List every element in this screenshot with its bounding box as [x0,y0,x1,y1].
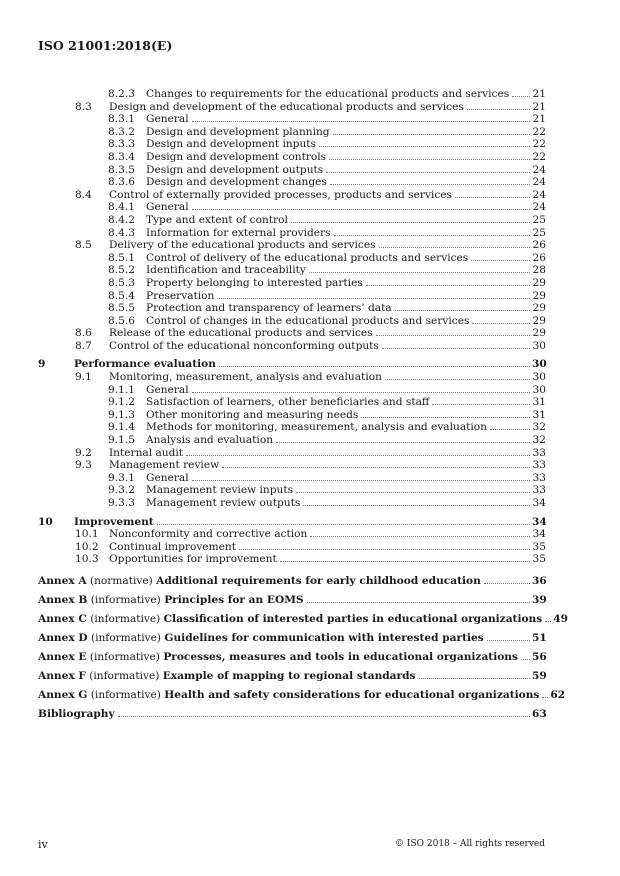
toc-entry-title-line [109,459,546,472]
toc-entry-page: 24 [532,188,546,201]
toc-entry-page: 35 [532,553,546,566]
toc-entry-title: Analysis and evaluation [146,434,274,447]
annex-entry[interactable] [38,610,568,629]
dot-leader [329,159,530,160]
annex-kind: (informative) [90,631,162,644]
annex-title: Example of mapping to regional standards [162,669,416,682]
dot-leader [419,678,531,679]
toc-entry-title: Continual improvement [109,540,236,553]
annex-heading [38,629,485,648]
dot-leader [467,109,530,110]
toc-entry-title-line [109,371,546,384]
dot-leader [385,379,530,380]
annex-heading [38,648,519,667]
toc-entry-page: 26 [532,239,546,252]
toc-entry-title: Design and development of the educational products and services [109,100,464,113]
annex-title: Health and safety considerations for educational organizations [164,688,540,701]
toc-entry-page: 29 [532,314,546,327]
annex-label: Annex G [38,688,88,701]
annex-kind: (informative) [90,612,161,625]
toc-entry-page: 21 [532,113,546,126]
toc-entry[interactable] [38,421,546,434]
dot-leader [455,197,530,198]
toc-entry-page: 25 [532,226,546,239]
annex-title-line [38,667,546,686]
annex-kind: (informative) [89,669,160,682]
toc-entry-number: 8.5.2 [108,264,135,277]
toc-entry-title-line [146,264,546,277]
toc-entry-page: 31 [532,396,546,409]
annex-heading [38,610,543,629]
dot-leader [334,235,530,236]
toc-entry-title: Monitoring, measurement, analysis and evaluation [109,371,382,384]
dot-leader [471,260,530,261]
toc-entry-title-line [146,434,546,447]
toc-entry-title: Management review [109,459,220,472]
toc-entry-title-line [146,497,546,510]
dot-leader [366,285,530,286]
toc-entry[interactable] [38,302,546,315]
toc-entry-title: Changes to requirements for the educational products and services [146,88,510,100]
toc-entry[interactable] [38,151,546,164]
toc-entry-page: 22 [532,125,546,138]
toc-entry-title-line [74,516,546,529]
toc-entry-number: 8.3.2 [108,125,135,138]
annex-title: Additional requirements for early childhood education [156,574,481,587]
toc-entry-title: Design and development inputs [146,138,316,151]
toc-entry[interactable] [38,176,546,189]
toc-entry[interactable] [38,358,546,371]
toc-entry-number: 9.1.2 [108,396,135,409]
toc-entry-title-line [146,409,546,422]
annex-kind: (informative) [89,650,160,663]
bibliography-title-line [38,705,546,724]
annex-label: Annex F [38,669,86,682]
page-number: iv [38,838,48,851]
toc-entry-number: 8.4.1 [108,201,135,214]
toc-entry-number: 9.1.1 [108,383,135,396]
toc-entry-number: 10.1 [75,528,99,541]
toc-entry-page: 21 [532,100,546,113]
toc-entry-title-line [109,447,546,460]
toc-entry-title: Improvement [74,515,154,528]
toc-entry-page: 34 [532,497,546,509]
toc-entry-title: Management review inputs [146,484,294,497]
toc-entry[interactable] [38,340,546,353]
annex-entry[interactable] [38,686,566,705]
toc-entry-title-line [146,164,546,177]
toc-entry-number: 8.6 [75,327,92,340]
toc-entry[interactable] [38,101,546,114]
toc-entry-title: Delivery of the educational products and services [109,239,376,252]
toc-entry-page: 35 [532,540,546,553]
annex-heading [38,591,305,610]
dot-leader [376,335,530,336]
toc-entry-page: 30 [532,383,546,396]
toc-entry-title: Control of externally provided processes, products and services [109,188,452,201]
toc-entry-page: 29 [532,302,546,315]
dot-leader [319,146,530,147]
toc-entry[interactable] [38,459,546,472]
toc-entry[interactable] [38,434,546,447]
toc-entry[interactable] [38,516,546,529]
annex-title: Principles for an EOMS [164,593,304,606]
toc-entry-page: 31 [532,408,546,421]
toc-entry-number: 10.3 [75,553,99,566]
toc-entry-page: 29 [532,327,546,340]
toc-entry-title: Preservation [146,289,215,302]
annex-title-line [38,610,568,629]
toc-entry-title-line [146,88,546,101]
dot-leader [379,247,530,248]
toc-entry[interactable] [38,315,546,328]
annex-label: Annex D [38,631,88,644]
annex-title: Guidelines for communication with interested parties [164,631,484,644]
annex-page: 39 [532,593,547,606]
toc-entry-page: 34 [532,515,547,528]
toc-entry-number: 9.3 [75,459,92,472]
toc-entry-number: 9.1.3 [108,408,135,421]
dot-leader [487,640,530,641]
annex-entry[interactable] [38,648,546,667]
toc-entry-number: 9.1.4 [108,421,135,434]
toc-entry[interactable] [38,327,546,340]
toc-entry-title-line [109,528,546,541]
annex-entry[interactable] [38,572,546,591]
toc-entry-title: Release of the educational products and services [109,327,373,340]
annex-label: Annex A [38,574,87,587]
dot-leader [239,549,530,550]
toc-entry-title: General [146,471,189,484]
annex-page: 56 [532,650,547,663]
toc-entry-number: 9.2 [75,446,92,459]
dot-leader [118,716,530,717]
toc-entry[interactable] [38,409,546,422]
toc-entry[interactable] [38,371,546,384]
toc-entry-number: 8.4.2 [108,213,135,226]
annex-page: 59 [532,669,547,682]
toc-entry-page: 24 [532,163,546,176]
toc-entry[interactable] [38,553,546,566]
dot-leader [545,621,551,622]
toc-entry-number: 8.3.6 [108,176,135,189]
toc-entry-page: 24 [532,201,546,214]
toc-entry-title: Management review outputs [146,497,301,509]
toc-entry[interactable] [38,277,546,290]
bibliography-page: 63 [532,707,547,720]
toc-entry-title: General [146,383,189,396]
toc-entry-number: 9 [38,358,46,371]
toc-entry-title-line [146,384,546,397]
annex-title-line [38,648,546,667]
dot-leader [222,467,530,468]
dot-leader [296,492,530,493]
toc-entry[interactable] [38,201,546,214]
dot-leader [361,417,530,418]
annex-kind: (normative) [89,574,153,587]
toc-entry-number: 9.1.5 [108,434,135,447]
toc-entry-page: 30 [532,358,547,371]
toc-entry-number: 9.1 [75,371,92,384]
toc-entry-title: Type and extent of control [146,213,288,226]
toc-entry-number: 8.5.4 [108,289,135,302]
toc-entry-page: 24 [532,176,546,189]
dot-leader [276,442,530,443]
toc-entry-page: 33 [532,459,546,472]
bibliography-entry[interactable] [38,705,546,724]
toc-entry-title-line [146,214,546,227]
toc-entry[interactable] [38,239,546,252]
toc-entry-title: Design and development controls [146,150,327,163]
dot-leader [472,323,530,324]
toc-entry-title: Control of changes in the educational products and services [146,314,470,327]
toc-entry[interactable] [38,214,546,227]
toc-entry-page: 29 [532,289,546,302]
dot-leader [303,505,530,506]
toc-entry-page: 32 [532,421,546,434]
toc-entry-title-line [109,541,546,554]
dot-leader [192,392,530,393]
toc-entry[interactable] [38,396,546,409]
annex-entry[interactable] [38,591,546,610]
dot-leader [280,561,530,562]
toc-entry[interactable] [38,472,546,485]
toc-entry-title-line [146,484,546,497]
dot-leader [326,172,530,173]
toc-entry-number: 8.3.3 [108,138,135,151]
toc-entry[interactable] [38,164,546,177]
annex-page: 49 [553,612,568,625]
toc-entry-page: 33 [532,471,546,484]
toc-entry-title-line [146,151,546,164]
dot-leader [192,121,530,122]
toc-entry-page: 28 [532,264,546,277]
toc-entry-title: Nonconformity and corrective action [109,528,308,541]
dot-leader [219,366,530,367]
toc-entry-page: 34 [532,528,546,541]
annex-heading [38,667,417,686]
toc-entry-title-line [109,189,546,202]
toc-entry[interactable] [38,290,546,303]
toc-entry-number: 8.3.4 [108,150,135,163]
annex-kind: (informative) [90,593,161,606]
dot-leader [542,697,548,698]
bibliography-title: Bibliography [38,707,115,720]
dot-leader [382,348,530,349]
annex-heading [38,686,540,705]
toc-entry-title-line [146,302,546,315]
annex-label: Annex E [38,650,87,663]
toc-entry[interactable] [38,227,546,240]
copyright-notice: © ISO 2018 – All rights reserved [395,839,545,849]
toc-entry-title-line [109,327,546,340]
toc-entry-number: 8.7 [75,339,92,352]
toc-entry-title: Internal audit [109,446,184,459]
toc-entry-title: General [146,113,189,126]
dot-leader [330,184,530,185]
annex-title-line [38,572,546,591]
toc-entry-title-line [146,138,546,151]
dot-leader [309,272,530,273]
annex-title: Classification of interested parties in educational organizations [163,612,543,625]
toc-entry[interactable] [38,113,546,126]
toc-entry-title-line [74,358,546,371]
dot-leader [192,209,530,210]
toc-entry-number: 8.3.1 [108,113,135,126]
toc-entry-title: Control of delivery of the educational products and services [146,251,469,264]
toc-entry-number: 8.4.3 [108,226,135,239]
toc-entry-title-line [146,126,546,139]
toc-entry-page: 29 [532,276,546,289]
toc-entry-title: Design and development planning [146,125,330,138]
toc-entry-page: 33 [532,484,546,497]
annex-label: Annex C [38,612,87,625]
toc-entry-number: 10 [38,515,53,528]
annex-title-line [38,629,546,648]
toc-entry-title-line [146,315,546,328]
annex-kind: (informative) [90,688,161,701]
toc-entry-number: 8.2.3 [108,88,135,100]
toc-entry-title: Satisfaction of learners, other beneficiaries and staff [146,396,430,409]
toc-entry[interactable] [38,484,546,497]
dot-leader [310,536,530,537]
dot-leader [490,429,530,430]
dot-leader [217,298,530,299]
dot-leader [307,602,530,603]
annex-page: 36 [532,574,547,587]
dot-leader [432,404,530,405]
annex-entry[interactable] [38,629,546,648]
toc-entry-page: 30 [532,371,546,384]
toc-entry-title-line [146,113,546,126]
toc-entry-title-line [109,239,546,252]
toc-entry-title-line [146,201,546,214]
toc-entry-title-line [146,252,546,265]
dot-leader [157,524,530,525]
toc-entry-title-line [109,553,546,566]
toc-entry-number: 8.5.5 [108,302,135,315]
annex-page: 62 [550,688,566,701]
toc-entry-title-line [146,227,546,240]
toc-entry-title-line [109,340,546,353]
table-of-contents [38,88,568,724]
toc-entry-number: 9.3.3 [108,497,135,509]
toc-entry-title-line [146,290,546,303]
toc-entry-title: Design and development outputs [146,163,324,176]
toc-entry[interactable] [38,541,546,554]
toc-entry-page: 32 [532,434,546,447]
toc-entry-page: 22 [532,138,546,151]
toc-entry-number: 10.2 [75,540,99,553]
dot-leader [192,480,530,481]
annex-entry[interactable] [38,667,546,686]
annex-page: 51 [532,631,547,644]
toc-entry-title: Opportunities for improvement [109,553,277,566]
dot-leader [291,222,530,223]
toc-entry-number: 9.3.2 [108,484,135,497]
toc-entry[interactable] [38,528,546,541]
document-id: ISO 21001:2018(E) [38,38,173,53]
toc-entry-title-line [146,176,546,189]
toc-entry-title: Methods for monitoring, measurement, analysis and evaluation [146,421,487,434]
dot-leader [333,134,530,135]
dot-leader [484,583,530,584]
dot-leader [186,455,530,456]
toc-entry-title: Protection and transparency of learners’ data [146,302,392,315]
toc-entry[interactable] [38,384,546,397]
toc-entry-page: 25 [532,213,546,226]
toc-entry-title: Property belonging to interested parties [146,276,363,289]
toc-entry-number: 8.5 [75,239,92,252]
annex-title: Processes, measures and tools in educational organizations [163,650,518,663]
toc-entry-title: Performance evaluation [74,358,216,371]
toc-entry-number: 8.4 [75,188,92,201]
toc-entry-title: General [146,201,189,214]
toc-entry-page: 33 [532,446,546,459]
annex-heading [38,572,482,591]
toc-entry[interactable] [38,447,546,460]
toc-entry-title: Identification and traceability [146,264,306,277]
toc-entry[interactable] [38,497,546,510]
toc-entry[interactable] [38,189,546,202]
toc-entry[interactable] [38,252,546,265]
toc-entry-title-line [146,472,546,485]
toc-entry-page: 30 [532,339,546,352]
toc-entry-page: 26 [532,251,546,264]
toc-entry-page: 22 [532,150,546,163]
toc-entry[interactable] [38,138,546,151]
toc-entry-number: 8.5.1 [108,251,135,264]
toc-entry-title: Other monitoring and measuring needs [146,408,359,421]
dot-leader [395,310,530,311]
toc-entry-title-line [146,396,546,409]
toc-entry-title-line [109,101,546,114]
toc-entry-number: 9.3.1 [108,471,135,484]
toc-entry-title: Information for external providers [146,226,331,239]
toc-entry-number: 8.3.5 [108,163,135,176]
toc-entry-number: 8.5.6 [108,314,135,327]
dot-leader [521,659,530,660]
toc-entry-title: Design and development changes [146,176,327,189]
annex-title-line [38,686,566,705]
annex-label: Annex B [38,593,88,606]
dot-leader [512,96,530,97]
toc-entry[interactable] [38,88,546,101]
annex-title-line [38,591,546,610]
toc-entry-page: 21 [532,88,546,100]
toc-entry-number: 8.3 [75,100,92,113]
toc-entry-number: 8.5.3 [108,276,135,289]
toc-entry-title-line [146,421,546,434]
toc-entry[interactable] [38,264,546,277]
toc-entry-title: Control of the educational nonconforming outputs [109,339,379,352]
toc-entry[interactable] [38,126,546,139]
toc-entry-title-line [146,277,546,290]
